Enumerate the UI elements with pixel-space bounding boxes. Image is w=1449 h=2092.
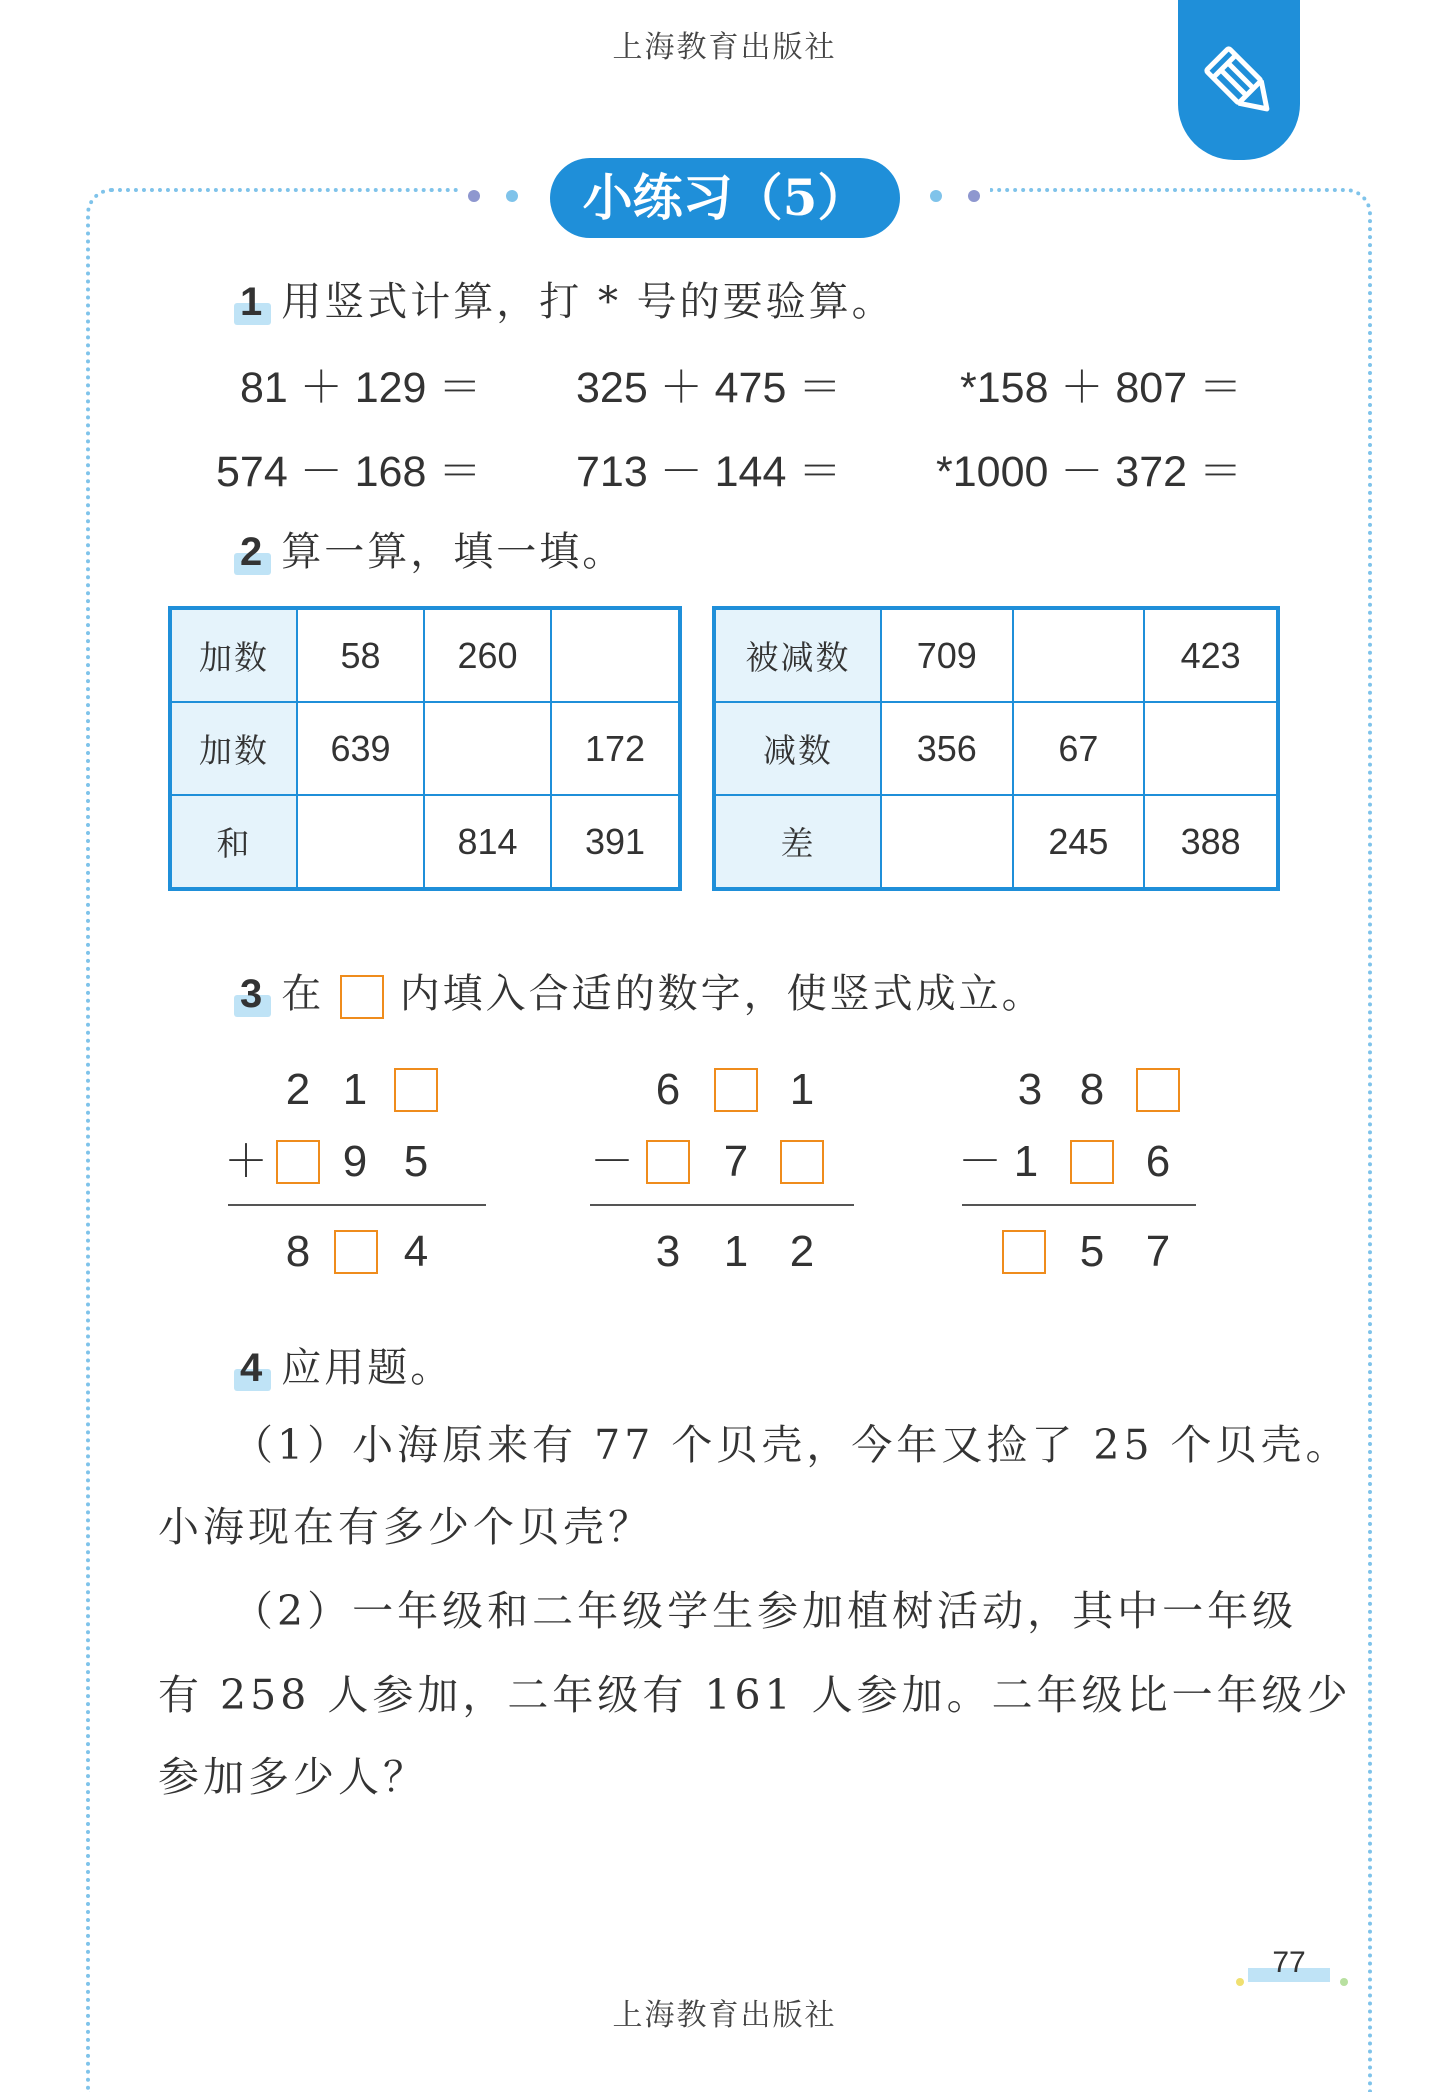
table-row xyxy=(170,608,680,702)
blank-cell[interactable] xyxy=(424,702,551,795)
operator: － xyxy=(590,1137,634,1186)
q4-heading xyxy=(240,1336,453,1393)
equation: 713 － 144 ＝ xyxy=(576,448,842,496)
publisher-header: 上海教育出版社 xyxy=(612,30,837,65)
table-cell: 709 xyxy=(881,608,1013,702)
table-row xyxy=(170,795,680,889)
decor-dot xyxy=(1236,1978,1244,1986)
row-label: 和 xyxy=(170,795,297,889)
row-label: 被减数 xyxy=(714,608,881,702)
digit: 2 xyxy=(789,1227,815,1276)
equation: 574 － 168 ＝ xyxy=(216,448,482,496)
table-cell: 639 xyxy=(297,702,424,795)
table-cell: 245 xyxy=(1013,795,1145,889)
q2-heading xyxy=(240,520,625,577)
decor-dot xyxy=(1340,1978,1348,1986)
digit: 5 xyxy=(403,1137,429,1186)
digit: 8 xyxy=(285,1227,311,1276)
table-cell: 388 xyxy=(1144,795,1278,889)
answer-box[interactable] xyxy=(394,1068,438,1112)
digit: 7 xyxy=(1145,1227,1171,1276)
blank-cell[interactable] xyxy=(297,795,424,889)
table-cell: 58 xyxy=(297,608,424,702)
answer-box[interactable] xyxy=(714,1068,758,1112)
equation: *1000 － 372 ＝ xyxy=(936,448,1242,496)
addition-table xyxy=(168,606,682,891)
decor-dot xyxy=(506,190,518,202)
digit: 7 xyxy=(723,1137,749,1186)
table-cell: 67 xyxy=(1013,702,1145,795)
decor-dot xyxy=(468,190,480,202)
digit: 1 xyxy=(789,1065,815,1114)
decor-dot xyxy=(968,190,980,202)
digit: 6 xyxy=(1145,1137,1171,1186)
digit: 5 xyxy=(1079,1227,1105,1276)
pencil-tab xyxy=(1178,0,1300,160)
equation: 81 ＋ 129 ＝ xyxy=(240,364,482,412)
digit: 3 xyxy=(655,1227,681,1276)
operator: ＋ xyxy=(224,1137,268,1186)
answer-box-sample xyxy=(340,975,384,1019)
table-cell: 172 xyxy=(551,702,680,795)
table-cell: 814 xyxy=(424,795,551,889)
digit: 1 xyxy=(723,1227,749,1276)
answer-box[interactable] xyxy=(276,1140,320,1184)
problem-text: 参加多少人？ xyxy=(158,1753,428,1801)
q2-number: 2 xyxy=(240,530,266,574)
digit: 2 xyxy=(285,1065,311,1114)
pencil-icon xyxy=(1198,40,1282,124)
blank-cell[interactable] xyxy=(881,795,1013,889)
operator: － xyxy=(958,1137,1002,1186)
digit: 9 xyxy=(342,1137,368,1186)
answer-box[interactable] xyxy=(1070,1140,1114,1184)
table-row xyxy=(714,608,1278,702)
row-label: 加数 xyxy=(170,608,297,702)
sum-line xyxy=(228,1204,486,1206)
decor-dot xyxy=(930,190,942,202)
digit: 6 xyxy=(655,1065,681,1114)
q1-heading xyxy=(240,270,895,327)
q1-number: 1 xyxy=(240,280,266,324)
problem-text: （2）一年级和二年级学生参加植树活动，其中一年级 xyxy=(232,1587,1298,1635)
q2-text: 算一算，填一填。 xyxy=(281,529,626,575)
page-number: 77 xyxy=(1248,1948,1330,1978)
problem-text: （1）小海原来有 77 个贝壳，今年又捡了 25 个贝壳。 xyxy=(232,1421,1351,1469)
publisher-footer: 上海教育出版社 xyxy=(612,1998,837,2033)
answer-box[interactable] xyxy=(780,1140,824,1184)
row-label: 加数 xyxy=(170,702,297,795)
answer-box[interactable] xyxy=(1002,1230,1046,1274)
blank-cell[interactable] xyxy=(1013,608,1145,702)
digit: 8 xyxy=(1079,1065,1105,1114)
table-row xyxy=(170,702,680,795)
equation: *158 ＋ 807 ＝ xyxy=(960,364,1243,412)
difference-line xyxy=(590,1204,854,1206)
q3-heading xyxy=(240,962,1045,1019)
q4-text: 应用题。 xyxy=(281,1345,454,1391)
table-cell: 423 xyxy=(1144,608,1278,702)
digit: 1 xyxy=(342,1065,368,1114)
digit: 4 xyxy=(403,1227,429,1276)
answer-box[interactable] xyxy=(1136,1068,1180,1112)
problem-text: 有 258 人参加，二年级有 161 人参加。二年级比一年级少 xyxy=(158,1671,1352,1719)
q3-number: 3 xyxy=(240,972,266,1016)
digit: 1 xyxy=(1013,1137,1039,1186)
page-title: 小练习（5） xyxy=(550,158,900,238)
blank-cell[interactable] xyxy=(1144,702,1278,795)
table-cell: 356 xyxy=(881,702,1013,795)
q3-text-before: 在 xyxy=(281,971,325,1017)
table-cell: 260 xyxy=(424,608,551,702)
q3-text-after: 内填入合适的数字，使竖式成立。 xyxy=(399,971,1045,1017)
subtraction-table xyxy=(712,606,1280,891)
table-cell: 391 xyxy=(551,795,680,889)
q4-number: 4 xyxy=(240,1346,266,1390)
q1-text: 用竖式计算，打 * 号的要验算。 xyxy=(281,279,895,325)
difference-line xyxy=(962,1204,1196,1206)
row-label: 减数 xyxy=(714,702,881,795)
blank-cell[interactable] xyxy=(551,608,680,702)
equation: 325 ＋ 475 ＝ xyxy=(576,364,842,412)
table-row xyxy=(714,795,1278,889)
digit: 3 xyxy=(1017,1065,1043,1114)
table-row xyxy=(714,702,1278,795)
answer-box[interactable] xyxy=(334,1230,378,1274)
problem-text: 小海现在有多少个贝壳？ xyxy=(158,1503,653,1551)
row-label: 差 xyxy=(714,795,881,889)
answer-box[interactable] xyxy=(646,1140,690,1184)
